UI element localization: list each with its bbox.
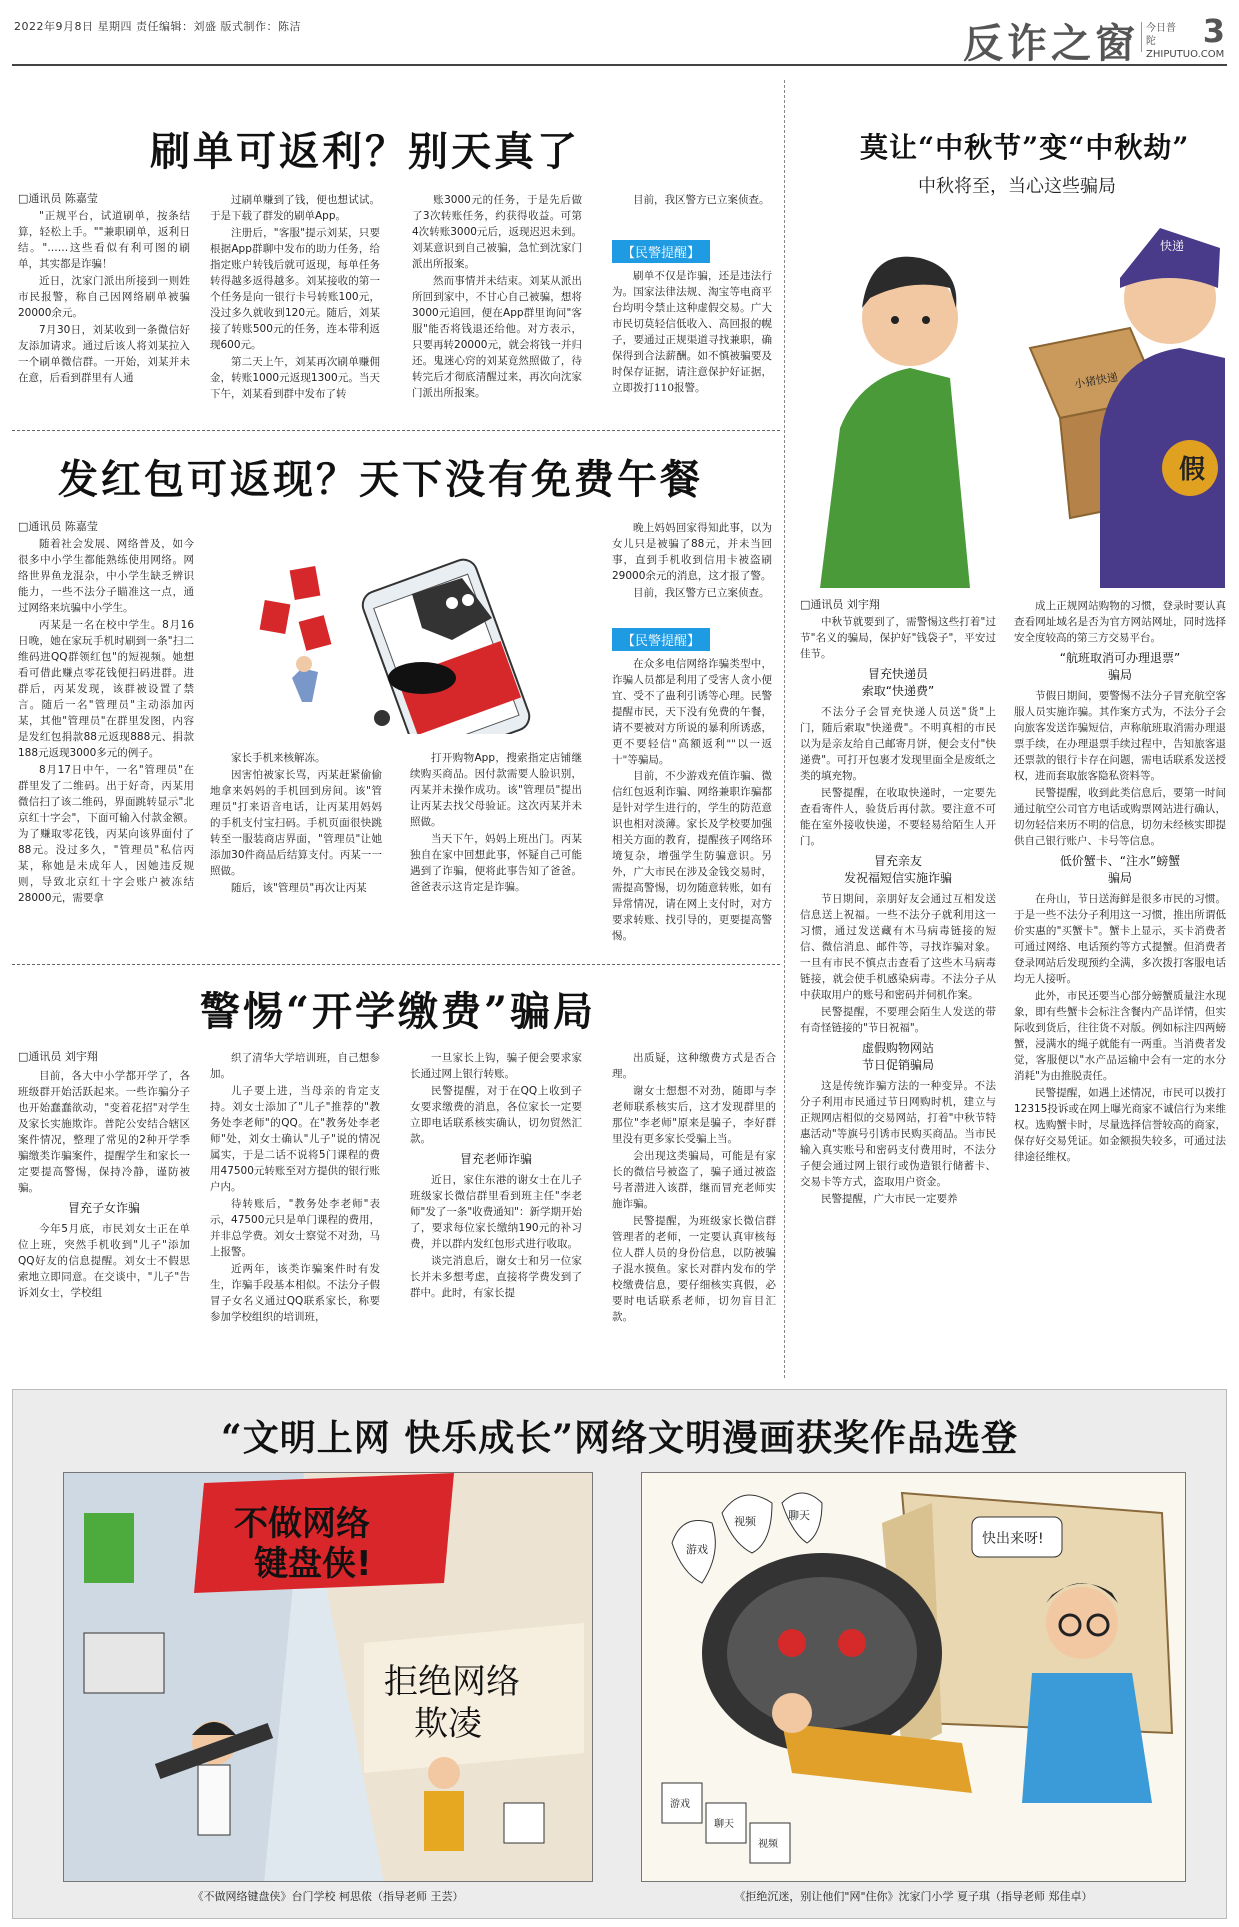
ghost-label: 视频 bbox=[734, 1515, 756, 1528]
phone-illustration-svg bbox=[252, 548, 582, 734]
subheading: 冒充亲友 发祝福短信实施诈骗 bbox=[843, 854, 952, 885]
paragraph: 中秋节就要到了，需警惕这些打着"过节"名义的骗局，保护好"钱袋子"，平安过佳节。 bbox=[800, 616, 996, 660]
subheading: 冒充老师诈骗 bbox=[459, 1152, 532, 1166]
paragraph: 成上正规网站购物的习惯，登录时要认真查看网址域名是否为官方网站网址，同时选择安全度较高的第三方交易平台。 bbox=[1014, 600, 1226, 644]
paragraph: 民警提醒，如遇上述情况，市民可以拨打12315投诉或在网上曝光商家不诚信行为来维权。选购蟹卡时，尽量选择信誉较高的商家，保存好交易凭证。如金额损失较多，可通过法律途径维权。 bbox=[1014, 1087, 1226, 1163]
article3-title: 警惕“开学缴费”骗局 bbox=[200, 988, 597, 1035]
device-label: 游戏 bbox=[670, 1799, 690, 1810]
masthead-rule bbox=[12, 64, 1227, 66]
paragraph: 过刷单赚到了钱，便也想试试。于是下载了群发的刷单App。 bbox=[210, 194, 380, 222]
article2-col1 bbox=[18, 536, 194, 956]
paragraph: 当天下午，妈妈上班出门。丙某独自在家中回想此事，怀疑自己可能遇到了诈骗，便将此事告知了爸爸。爸爸表示这肯定是诈骗。 bbox=[410, 833, 582, 893]
article3-col1 bbox=[18, 1068, 190, 1368]
article2-tip-label bbox=[612, 628, 710, 651]
paragraph: "正规平台，试道刷单，按条结算，轻松上手。""兼职刷单，返利日结。"……这些看似有利可图的刷单，其实都是诈骗！ bbox=[18, 210, 190, 270]
paragraph: 近日，沈家门派出所接到一则姓市民报警，称自己因网络刷单被骗20000余元。 bbox=[18, 275, 190, 319]
paragraph: 因害怕被家长骂，丙某赶紧偷偷地拿来妈妈的手机回到房间。该"管理员"打来语音电话，让丙某用妈妈的手机支付宝扫码。手机页面很快跳转至一服装商店界面，"管理员"让她添加30件商品后结算支付。丙某一一照做。 bbox=[210, 769, 382, 877]
paragraph: 儿子要上进，当母亲的肯定支持。刘女士添加了"儿子"推荐的"教务处李老师"的QQ。在"教务处李老师"处，刘女士确认"儿子"说的情况属实，于是二话不说将5门课程的费用47500元转账至对方提供的银行账户内。 bbox=[210, 1085, 380, 1193]
paragraph: 晚上妈妈回家得知此事，以为女儿只是被骗了88元，并未当回事，直到手机收到信用卡被盗刷29000余元的消息，这才报了警。 bbox=[612, 522, 772, 582]
police-tip-tag: 【民警提醒】 bbox=[612, 240, 710, 263]
paragraph: 账3000元的任务，于是先后做了3次转账任务，约获得收益。可第4次转账3000元后，返现迟迟未到。刘某意识到自己被骗，急忙到沈家门派出所报案。 bbox=[412, 194, 582, 270]
article2-col4 bbox=[612, 520, 772, 612]
article3-col3 bbox=[410, 1050, 582, 1368]
article1-col2 bbox=[210, 192, 380, 424]
article1-col4 bbox=[612, 192, 772, 222]
paragraph: 民警提醒，不要理会陌生人发送的带有奇怪链接的"节日祝福"。 bbox=[800, 1006, 996, 1034]
cartoon-keyboard-warrior bbox=[63, 1472, 593, 1882]
paragraph: 在舟山，节日送海鲜是很多市民的习惯。于是一些不法分子利用这一习惯，推出所谓低价实惠的"买蟹卡"。蟹卡上显示，买卡消费者可通过网络、电话预约等方式提蟹。但消费者登录网站后发现预约全满，多次拨打客服电话均无人接听。 bbox=[1014, 893, 1226, 985]
slogan-line: 拒绝网络 bbox=[384, 1662, 520, 1702]
paragraph: 打开购物App，搜索指定店铺继续购买商品。因付款需要人脸识别，丙某并未操作成功。该"管理员"提出让丙某去找父母验证。这次丙某并未照做。 bbox=[410, 752, 582, 828]
paragraph: 目前，不少游戏充值诈骗、微信红包返利诈骗、网络兼职诈骗都是针对学生进行的，学生的防范意识也相对淡薄。家长及学校要加强相关方面的教育，提醒孩子网络环境复杂，增强学生防骗意识。另外，广大市民在涉及金钱交易时，需提高警惕，切勿随意转账，如有异常情况，请在网上支付时，对方要求转账、找引导的，更要提高警惕。 bbox=[612, 770, 772, 942]
cartoon-left-banner bbox=[234, 1504, 382, 1584]
paragraph: 随着社会发展、网络普及，如今很多中小学生都能熟练使用网络。网络世界鱼龙混杂，中小学生缺乏辨识能力，一些不法分子瞄准这一点，通过网络来坑骗中小学生。 bbox=[18, 538, 194, 614]
paragraph: 出质疑，这种缴费方式是否合理。 bbox=[612, 1052, 776, 1080]
article3-byline: □通讯员 刘宇翔 bbox=[18, 1050, 98, 1063]
comics-panel bbox=[12, 1389, 1227, 1919]
article3-col2 bbox=[210, 1050, 380, 1368]
cartoon-right-caption: 《拒绝沉迷，别让他们"网"住你》沈家门小学 夏子琪（指导老师 郑佳卓） bbox=[734, 1890, 1093, 1903]
phone-screen-label: 大红包 bbox=[504, 617, 543, 643]
subheading: 冒充快递员 索取“快递费” bbox=[861, 667, 935, 698]
paragraph: 这是传统诈骗方法的一种变异。不法分子利用市民通过节日网购时机，建立与正规网店相似的交易网站，打着"中秋节特惠活动"等旗号引诱市民购买商品。当市民输入真实账号和密码支付费用时，不法分子便会通过网上银行或伪造银行储蓄卡、交易卡等方式，盗取用户资金。 bbox=[800, 1080, 996, 1188]
rule bbox=[12, 964, 780, 965]
subheading: 低价蟹卡、“注水”螃蟹 骗局 bbox=[1059, 854, 1181, 885]
banner-line: 不做网络 bbox=[234, 1504, 370, 1544]
paragraph: 今年5月底，市民刘女士正在单位上班，突然手机收到"儿子"添加QQ好友的信息提醒。刘女士不假思索地立即同意。在交谈中，"儿子"告诉刘女士，学校组 bbox=[18, 1223, 190, 1299]
phone-redpacket-illustration bbox=[252, 548, 582, 734]
article1-col1 bbox=[18, 208, 190, 423]
paragraph: 然而事情并未结束。刘某从派出所回到家中，不甘心自己被骗，想将3000元追回，便在App群里询问"客服"能否将钱退还给他。对方表示，只要再转20000元，就会将钱一并归还。鬼迷心窍的刘某竟然照做了，待转完后才彻底清醒过来，再次向沈家门派出所报案。 bbox=[412, 275, 582, 399]
delivery-illustration-svg bbox=[800, 208, 1225, 588]
fake-badge-label: 假 bbox=[1179, 455, 1206, 485]
subheading: 虚假购物网站 节日促销骗局 bbox=[861, 1041, 934, 1072]
paragraph: 在众多电信网络诈骗类型中，诈骗人员都是利用了受害人贪小便宜、受不了蛊利引诱等心理。民警提醒市民，天下没有免费的午餐，请不要被对方所说的暴利所诱惑，更不要轻信"高额返利""以一返十"等骗局。 bbox=[612, 658, 772, 766]
speech-bubble: 快出来呀! bbox=[982, 1531, 1044, 1547]
newspaper-logo: 今日普陀 ZHIPUTUO.COM bbox=[1141, 22, 1179, 52]
paragraph: 节日期间，亲朋好友会通过互相发送信息送上祝福。一些不法分子就利用这一习惯，通过发送藏有木马病毒链接的短信、微信消息、邮件等，寻找诈骗对象。一旦有市民不慎点击查看了这些木马病毒链接，就会使手机感染病毒。不法分子从中获取用户的账号和密码并伺机作案。 bbox=[800, 893, 996, 1001]
paragraph: 8月17日中午，一名"管理员"在群里发了二维码。出于好奇，丙某用微信扫了该二维码，界面跳转显示"北京红十字会"，下面可输入付款金额。为了赚取零花钱，丙某向该界面付了88元。没过多久，"管理员"私信丙某，称她是未成年人，因她违反规则，导致北京红十字会账户被冻结28000元，需要拿 bbox=[18, 764, 194, 904]
paragraph: 近两年，该类诈骗案件时有发生，诈骗手段基本相似。不法分子假冒子女名义通过QQ联系家长，称要参加学校组织的培训班， bbox=[210, 1263, 380, 1323]
courier-hat-label: 快递 bbox=[1160, 239, 1185, 253]
article4-title: 莫让“中秋节”变“中秋劫” bbox=[860, 131, 1190, 164]
ghost-label: 游戏 bbox=[686, 1543, 708, 1556]
paragraph: 目前，我区警方已立案侦查。 bbox=[633, 194, 770, 206]
device-label: 聊天 bbox=[714, 1819, 734, 1830]
slogan-line: 欺凌 bbox=[414, 1704, 482, 1744]
cartoon-right-svg bbox=[642, 1473, 1186, 1882]
paragraph: 第二天上午，刘某再次刷单赚佣金，转账1000元返现1300元。当天下午，刘某看到群中发布了转 bbox=[210, 356, 380, 400]
article2-title: 发红包可返现？天下没有免费午餐 bbox=[58, 456, 703, 503]
paragraph: 目前，各大中小学都开学了，各班级群开始活跃起来。一些诈骗分子也开始蠢蠢欲动，"变着花招"对学生及家长实施欺诈。普陀公安结合辖区案件情况，整理了常见的2种开学季骗缴类诈骗案件，提醒学生和家长一定要提高警惕，保持冷静，谨防被骗。 bbox=[18, 1070, 190, 1194]
paragraph: 此外，市民还要当心部分螃蟹质量注水现象，即有些蟹卡会标注含餐内产品详情，但实际收到货后，往往货不对版。例如标注四两螃蟹，浸满水的绳子就能有一两重。当消费者发觉，客服便以"水产品运输中会有一定的水分消耗"为由推脱责任。 bbox=[1014, 990, 1226, 1082]
comics-title: “文明上网 快乐成长”网络文明漫画获奖作品选登 bbox=[221, 1417, 1018, 1459]
page-number: 3 bbox=[1202, 12, 1225, 50]
article2-tip bbox=[612, 656, 772, 956]
paragraph: 一旦家长上钩，骗子便会要求家长通过网上银行转账。 bbox=[410, 1052, 582, 1080]
device-label: 视频 bbox=[758, 1839, 778, 1850]
article1-tip: 刷单不仅是诈骗，还是违法行为。国家法律法规、淘宝等电商平台均明令禁止这种虚假交易。广大市民切莫轻信低收入、高回报的幌子，要通过正规渠道寻找兼职，确保得到合法薪酬。如不慎被骗要及时保存证据，请注意保护好证据，立即拨打110报警。 bbox=[612, 270, 772, 394]
paragraph: 不法分子会冒充快递人员送"货"上门，随后索取"快递费"。不明真相的市民以为是亲友给自己邮寄月饼，便会支付"快递费"。可打开包裹才发现里面全是废纸之类的填充物。 bbox=[800, 706, 996, 782]
cartoon-left-caption: 《不做网络键盘侠》台门学校 柯思侬（指导老师 王芸） bbox=[192, 1890, 464, 1903]
cartoon-internet-addiction bbox=[641, 1472, 1186, 1882]
article4-col1 bbox=[800, 614, 996, 1374]
paragraph: 民警提醒，收到此类信息后，要第一时间通过航空公司官方电话或购票网站进行确认，切勿轻信来历不明的信息，切勿未经核实即提供自己银行账户、卡号等信息。 bbox=[1014, 787, 1226, 847]
cartoon-left-svg bbox=[64, 1473, 593, 1882]
paragraph: 会出现这类骗局，可能是有家长的微信号被盗了，骗子通过被盗号者潜进入该群，继而冒充老师实施诈骗。 bbox=[612, 1150, 776, 1210]
police-tip-tag: 【民警提醒】 bbox=[612, 628, 710, 651]
paragraph: 民警提醒，为班级家长微信群管理者的老师，一定要认真审核每位人群人员的身份信息，以防被骗子混水摸鱼。家长对群内发布的学校缴费信息，要仔细核实真假，必要时电话联系老师，切勿盲目汇款。 bbox=[612, 1215, 776, 1323]
paragraph: 谢女士想想不对劲，随即与李老师联系核实后，这才发现群里的那位"李老师"原来是骗子，李好群里没有更多家长受骗上当。 bbox=[612, 1085, 776, 1145]
column-divider bbox=[784, 80, 785, 1378]
paragraph: 织了清华大学培训班，自己想参加。 bbox=[210, 1052, 380, 1080]
article1-tip-label bbox=[612, 240, 710, 263]
paragraph: 注册后，"客服"提示刘某，只要根据App群聊中发布的助力任务，给指定账户转钱后就可返现，每单任务转得越多返得越多。刘某接收的第一个任务是向一银行卡号转账100元，没过多久就收到120元。随后，刘某接了转账500元的任务，连本带利返现600元。 bbox=[210, 227, 380, 351]
paragraph: 目前，我区警方已立案侦查。 bbox=[633, 587, 770, 599]
paragraph: 民警提醒，在收取快递时，一定要先查看寄件人，验货后再付款。要注意不可能在室外接收快递，不要轻易给陌生人开门。 bbox=[800, 787, 996, 847]
article3-col4 bbox=[612, 1050, 776, 1368]
rule bbox=[12, 430, 780, 431]
paragraph: 丙某是一名在校中学生。8月16日晚，她在家玩手机时刷到一条"扫二维码进QQ群领红包"的短视频。她想看可借此赚点零花钱便扫码进群。进群后，丙某发现，该群被设置了禁言。随后一名"管理员"主动添加丙某，其他"管理员"在群里发图，内容是发红包捐款88元返现888元、捐款188元返现3000多元的例子。 bbox=[18, 619, 194, 759]
subheading: 冒充子女诈骗 bbox=[67, 1201, 140, 1215]
subheading: “航班取消可办理退票” 骗局 bbox=[1059, 651, 1181, 682]
section-title: 反诈之窗 bbox=[963, 20, 1139, 67]
paragraph: 谈完消息后，谢女士和另一位家长并未多想考虑，直接将学费发到了群中。此时，有家长提 bbox=[410, 1255, 582, 1299]
paragraph: 节假日期间，要警惕不法分子冒充航空客服人员实施诈骗。其作案方式为，不法分子会向旅客发送诈骗短信，声称航班取消需办理退票手续，在办理退票手续过程中，告知旅客退还票款的银行卡存在问题，需电话联系发送授权，进而套取旅客隐私资料等。 bbox=[1014, 690, 1226, 782]
article1-byline: □通讯员 陈嘉莹 bbox=[18, 192, 98, 205]
ghost-label: 聊天 bbox=[788, 1509, 810, 1522]
article4-byline: □通讯员 刘宇翔 bbox=[800, 598, 880, 611]
paragraph: 近日，家住东港的谢女士在儿子班级家长微信群里看到班主任"李老师"发了一条"收费通知"：新学期开始了，要求每位家长缴纳190元的补习费，并以群内发红包形式进行收取。 bbox=[410, 1174, 582, 1250]
article2-col2 bbox=[210, 750, 382, 960]
paragraph: 7月30日，刘某收到一条微信好友添加请求。通过后该人将刘某拉入一个刷单微信群。一开始，刘某并未在意，后看到群里有人通 bbox=[18, 324, 190, 384]
paragraph: 民警提醒，广大市民一定要养 bbox=[821, 1193, 958, 1205]
article4-col2 bbox=[1014, 598, 1226, 1374]
article2-col3 bbox=[410, 750, 582, 960]
paragraph: 民警提醒，对于在QQ上收到子女要求缴费的消息，各位家长一定要立即电话联系核实确认，切勿贸然汇款。 bbox=[410, 1085, 582, 1145]
article1-col3 bbox=[412, 192, 582, 424]
parcel-label: 小猪快递 bbox=[1073, 370, 1119, 391]
delivery-scam-illustration bbox=[800, 208, 1225, 588]
paragraph: 随后，该"管理员"再次让丙某 bbox=[231, 882, 367, 894]
issue-meta: 2022年9月8日 星期四 责任编辑：刘盛 版式制作：陈洁 bbox=[14, 20, 301, 33]
paragraph: 家长手机来核解冻。 bbox=[231, 752, 326, 764]
paragraph: 待转账后，"教务处李老师"表示，47500元只是单门课程的费用，并非总学费。刘女士察觉不对劲，马上报警。 bbox=[210, 1198, 380, 1258]
article2-byline: □通讯员 陈嘉莹 bbox=[18, 520, 98, 533]
article1-title: 刷单可返利？别天真了 bbox=[150, 128, 580, 175]
article4-subtitle: 中秋将至，当心这些骗局 bbox=[918, 176, 1116, 197]
banner-line: 键盘侠! bbox=[254, 1544, 372, 1584]
